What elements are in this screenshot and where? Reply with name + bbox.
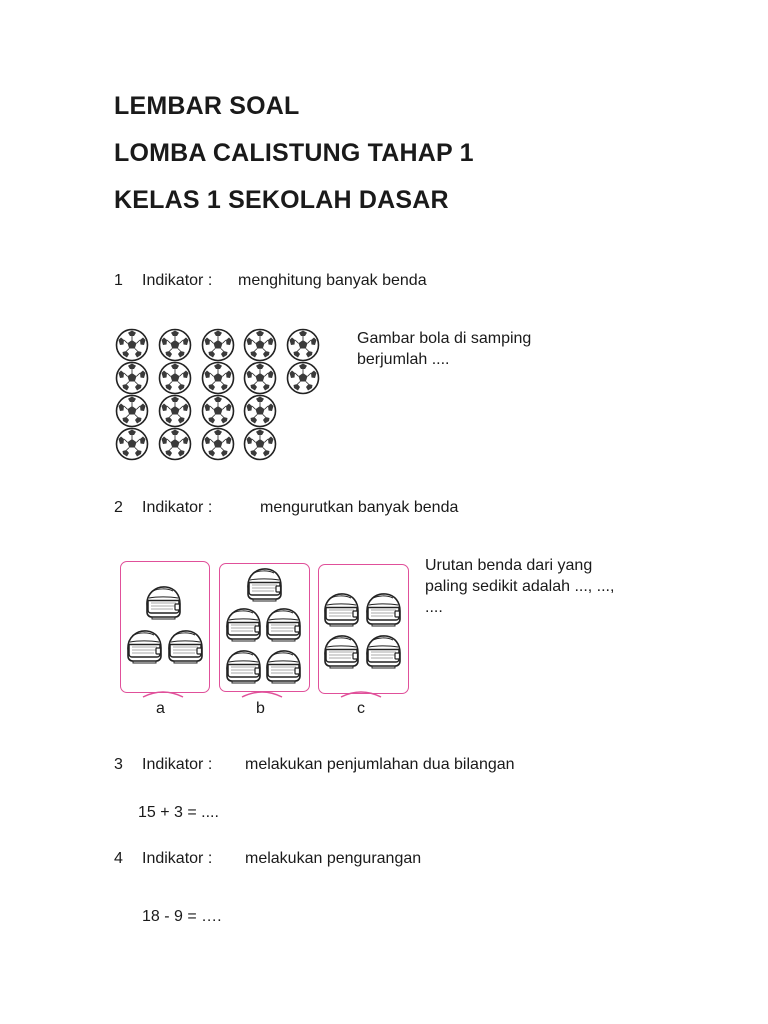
q1-indicator-label: Indikator : xyxy=(142,272,213,289)
q3-equation: 15 + 3 = .... xyxy=(138,804,219,821)
helmet-icon xyxy=(223,604,263,644)
helmet-icon xyxy=(263,646,303,686)
q2-indicator-label: Indikator : xyxy=(142,499,213,516)
soccer-ball-icon xyxy=(243,427,277,461)
group-b-box xyxy=(219,563,310,692)
soccer-ball-icon xyxy=(286,361,320,395)
q1-number: 1 xyxy=(114,272,123,289)
helmet-icon xyxy=(244,564,284,604)
q1-question-line2: berjumlah .... xyxy=(357,351,450,368)
q2-number: 2 xyxy=(114,499,123,516)
soccer-ball-icon xyxy=(158,394,192,428)
q4-equation: 18 - 9 = …. xyxy=(142,908,222,925)
helmet-icon xyxy=(363,631,403,671)
soccer-ball-icon xyxy=(201,328,235,362)
q4-indicator-text: melakukan pengurangan xyxy=(245,850,422,867)
competition-title: LOMBA CALISTUNG TAHAP 1 xyxy=(114,139,474,167)
q3-number: 3 xyxy=(114,756,123,773)
q4-indicator-label: Indikator : xyxy=(142,850,213,867)
soccer-ball-icon xyxy=(115,328,149,362)
group-c-box xyxy=(318,564,409,694)
q3-indicator-text: melakukan penjumlahan dua bilangan xyxy=(245,756,515,773)
helmet-icon xyxy=(321,631,361,671)
soccer-ball-icon xyxy=(243,328,277,362)
q2-indicator-text: mengurutkan banyak benda xyxy=(260,499,459,516)
soccer-ball-icon xyxy=(201,361,235,395)
group-c-label: c xyxy=(357,700,365,717)
helmet-icon xyxy=(143,582,183,622)
soccer-ball-icon xyxy=(115,394,149,428)
soccer-ball-icon xyxy=(158,361,192,395)
q2-question-line3: .... xyxy=(425,599,443,616)
group-a-label: a xyxy=(156,700,165,717)
worksheet-title: LEMBAR SOAL xyxy=(114,92,300,120)
soccer-ball-icon xyxy=(201,394,235,428)
helmet-icon xyxy=(321,589,361,629)
class-title: KELAS 1 SEKOLAH DASAR xyxy=(114,186,449,214)
helmet-icon xyxy=(263,604,303,644)
q3-indicator-label: Indikator : xyxy=(142,756,213,773)
group-a-arc xyxy=(141,689,185,699)
q2-question-line2: paling sedikit adalah ..., ..., xyxy=(425,578,615,595)
soccer-ball-icon xyxy=(243,361,277,395)
q2-question-line1: Urutan benda dari yang xyxy=(425,557,593,574)
helmet-icon xyxy=(223,646,263,686)
helmet-icon xyxy=(165,626,205,666)
soccer-ball-icon xyxy=(115,427,149,461)
q4-number: 4 xyxy=(114,850,123,867)
helmet-icon xyxy=(124,626,164,666)
soccer-ball-icon xyxy=(115,361,149,395)
soccer-ball-icon xyxy=(158,328,192,362)
q1-indicator-text: menghitung banyak benda xyxy=(238,272,427,289)
group-b-arc xyxy=(240,689,284,699)
soccer-ball-icon xyxy=(286,328,320,362)
soccer-ball-icon xyxy=(243,394,277,428)
soccer-ball-icon xyxy=(158,427,192,461)
helmet-icon xyxy=(363,589,403,629)
q1-question-line1: Gambar bola di samping xyxy=(357,330,532,347)
soccer-ball-icon xyxy=(201,427,235,461)
group-a-box xyxy=(120,561,210,693)
group-c-arc xyxy=(339,689,383,699)
group-b-label: b xyxy=(256,700,265,717)
